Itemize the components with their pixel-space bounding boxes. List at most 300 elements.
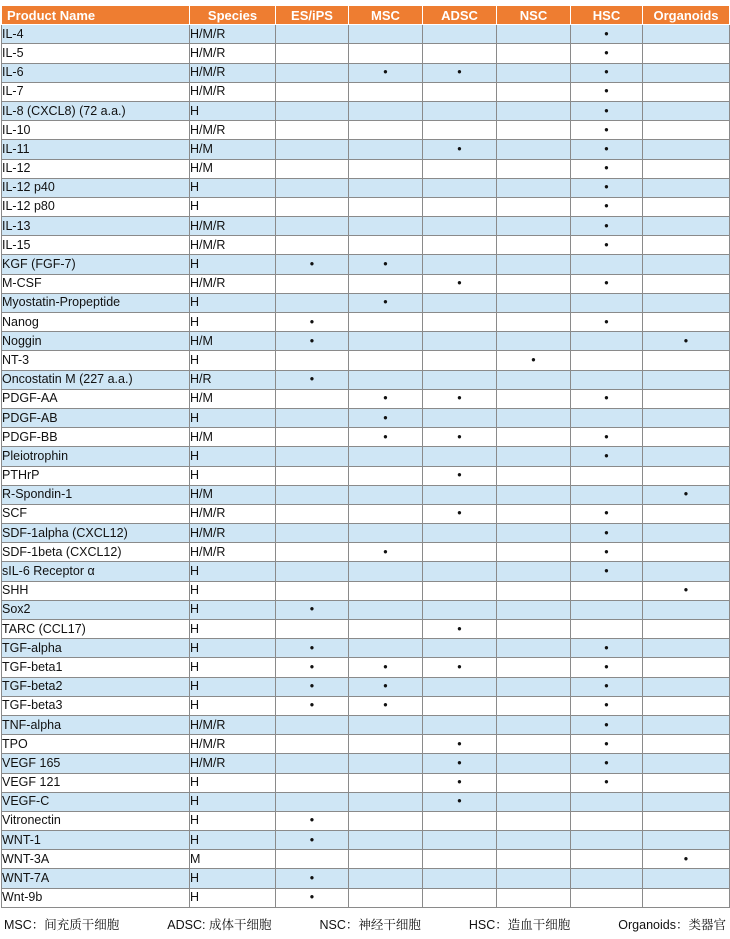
es-ips-cell [276, 236, 349, 255]
adsc-cell [423, 466, 497, 485]
organoids-cell [643, 754, 730, 773]
hsc-cell [571, 869, 643, 888]
msc-cell [349, 677, 423, 696]
adsc-cell [423, 217, 497, 236]
organoids-cell [643, 25, 730, 44]
bullet-icon: • [604, 237, 609, 252]
table-row [2, 428, 730, 447]
organoids-cell [643, 735, 730, 754]
bullet-icon: • [457, 736, 462, 751]
hsc-cell [571, 715, 643, 734]
bullet-icon: • [383, 544, 388, 559]
nsc-cell [497, 236, 571, 255]
nsc-cell [497, 504, 571, 523]
product-name-cell: TGF-beta2 [2, 677, 190, 696]
species-cell: H [190, 620, 276, 639]
product-name-cell: Vitronectin [2, 811, 190, 830]
organoids-cell [643, 293, 730, 312]
organoids-cell [643, 178, 730, 197]
product-name-cell: SCF [2, 504, 190, 523]
table-row [2, 543, 730, 562]
hsc-cell [571, 600, 643, 619]
bullet-icon: • [531, 352, 536, 367]
species-cell: H [190, 562, 276, 581]
nsc-cell [497, 620, 571, 639]
nsc-cell [497, 313, 571, 332]
organoids-cell [643, 600, 730, 619]
organoids-cell [643, 351, 730, 370]
organoids-cell [643, 121, 730, 140]
table-row [2, 850, 730, 869]
msc-cell [349, 428, 423, 447]
adsc-cell [423, 313, 497, 332]
hsc-cell [571, 25, 643, 44]
table-row [2, 620, 730, 639]
species-cell: H/M [190, 485, 276, 504]
product-name-cell: IL-12 [2, 159, 190, 178]
adsc-cell [423, 255, 497, 274]
adsc-cell [423, 25, 497, 44]
bullet-icon: • [457, 429, 462, 444]
species-cell: H/M/R [190, 754, 276, 773]
es-ips-cell [276, 811, 349, 830]
msc-cell [349, 25, 423, 44]
nsc-cell [497, 543, 571, 562]
species-cell: H [190, 888, 276, 907]
adsc-cell [423, 524, 497, 543]
product-name-cell: Wnt-9b [2, 888, 190, 907]
bullet-icon: • [604, 544, 609, 559]
adsc-cell [423, 600, 497, 619]
species-cell: H [190, 677, 276, 696]
hsc-cell [571, 888, 643, 907]
header-msc: MSC [349, 6, 423, 25]
species-cell: H [190, 293, 276, 312]
product-name-cell: WNT-3A [2, 850, 190, 869]
bullet-icon: • [383, 659, 388, 674]
species-cell: H/M/R [190, 217, 276, 236]
es-ips-cell [276, 869, 349, 888]
adsc-cell [423, 869, 497, 888]
organoids-cell [643, 658, 730, 677]
msc-cell [349, 562, 423, 581]
bullet-icon: • [604, 679, 609, 694]
bullet-icon: • [309, 372, 315, 387]
bullet-icon: • [309, 679, 315, 694]
bullet-icon: • [604, 448, 609, 463]
table-row [2, 831, 730, 850]
organoids-cell [643, 792, 730, 811]
hsc-cell [571, 389, 643, 408]
bullet-icon: • [457, 506, 462, 521]
table-row [2, 562, 730, 581]
adsc-cell [423, 447, 497, 466]
nsc-cell [497, 217, 571, 236]
hsc-cell [571, 696, 643, 715]
msc-cell [349, 850, 423, 869]
es-ips-cell [276, 159, 349, 178]
nsc-cell [497, 140, 571, 159]
adsc-cell [423, 639, 497, 658]
hsc-cell [571, 811, 643, 830]
bullet-icon: • [604, 141, 609, 156]
msc-cell [349, 197, 423, 216]
nsc-cell [497, 888, 571, 907]
es-ips-cell [276, 888, 349, 907]
species-cell: H [190, 600, 276, 619]
nsc-cell [497, 658, 571, 677]
table-row [2, 236, 730, 255]
msc-cell [349, 217, 423, 236]
bullet-icon: • [457, 659, 462, 674]
product-name-cell: WNT-7A [2, 869, 190, 888]
es-ips-cell [276, 504, 349, 523]
bullet-icon: • [309, 659, 315, 674]
es-ips-cell [276, 332, 349, 351]
organoids-cell [643, 140, 730, 159]
nsc-cell [497, 562, 571, 581]
bullet-icon: • [604, 276, 609, 291]
es-ips-cell [276, 370, 349, 389]
es-ips-cell [276, 658, 349, 677]
product-name-cell: IL-5 [2, 44, 190, 63]
header-row [2, 6, 730, 25]
table-row [2, 735, 730, 754]
msc-cell [349, 313, 423, 332]
nsc-cell [497, 831, 571, 850]
bullet-icon: • [457, 65, 462, 80]
msc-cell [349, 831, 423, 850]
bullet-icon: • [309, 832, 315, 847]
product-name-cell: IL-4 [2, 25, 190, 44]
species-cell: H/M/R [190, 25, 276, 44]
table-row [2, 888, 730, 907]
product-name-cell: Pleiotrophin [2, 447, 190, 466]
msc-cell [349, 351, 423, 370]
nsc-cell [497, 696, 571, 715]
table-row [2, 121, 730, 140]
hsc-cell [571, 236, 643, 255]
es-ips-cell [276, 543, 349, 562]
organoids-cell [643, 44, 730, 63]
hsc-cell [571, 639, 643, 658]
table-row [2, 715, 730, 734]
nsc-cell [497, 255, 571, 274]
species-cell: H [190, 773, 276, 792]
species-cell: H/M/R [190, 715, 276, 734]
adsc-cell [423, 293, 497, 312]
es-ips-cell [276, 524, 349, 543]
hsc-cell [571, 466, 643, 485]
msc-cell [349, 888, 423, 907]
species-cell: H [190, 811, 276, 830]
organoids-cell [643, 63, 730, 82]
organoids-cell [643, 811, 730, 830]
hsc-cell [571, 178, 643, 197]
hsc-cell [571, 293, 643, 312]
species-cell: H/M/R [190, 63, 276, 82]
species-cell: H/M/R [190, 274, 276, 293]
table-row [2, 869, 730, 888]
product-name-cell: TPO [2, 735, 190, 754]
table-row [2, 140, 730, 159]
species-cell: H/M/R [190, 735, 276, 754]
bullet-icon: • [309, 890, 315, 905]
es-ips-cell [276, 44, 349, 63]
adsc-cell [423, 197, 497, 216]
hsc-cell [571, 504, 643, 523]
adsc-cell [423, 389, 497, 408]
msc-cell [349, 658, 423, 677]
es-ips-cell [276, 293, 349, 312]
bullet-icon: • [604, 506, 609, 521]
msc-cell [349, 696, 423, 715]
organoids-cell [643, 677, 730, 696]
table-row [2, 773, 730, 792]
adsc-cell [423, 236, 497, 255]
msc-cell [349, 121, 423, 140]
product-name-cell: TNF-alpha [2, 715, 190, 734]
msc-cell [349, 735, 423, 754]
product-name-cell: IL-13 [2, 217, 190, 236]
adsc-cell [423, 543, 497, 562]
organoids-cell [643, 620, 730, 639]
bullet-icon: • [309, 257, 315, 272]
organoids-cell [643, 543, 730, 562]
species-cell: H/M [190, 428, 276, 447]
species-cell: H/M/R [190, 82, 276, 101]
msc-cell [349, 293, 423, 312]
es-ips-cell [276, 351, 349, 370]
es-ips-cell [276, 620, 349, 639]
table-row [2, 696, 730, 715]
product-name-cell: Oncostatin M (227 a.a.) [2, 370, 190, 389]
product-name-cell: IL-15 [2, 236, 190, 255]
msc-cell [349, 408, 423, 427]
hsc-cell [571, 351, 643, 370]
hsc-cell [571, 313, 643, 332]
adsc-cell [423, 63, 497, 82]
hsc-cell [571, 101, 643, 120]
msc-cell [349, 485, 423, 504]
bullet-icon: • [457, 141, 462, 156]
species-cell: H/M [190, 140, 276, 159]
bullet-icon: • [604, 564, 609, 579]
bullet-icon: • [604, 755, 609, 770]
hsc-cell [571, 274, 643, 293]
product-name-cell: KGF (FGF-7) [2, 255, 190, 274]
adsc-cell [423, 677, 497, 696]
bullet-icon: • [309, 698, 315, 713]
hsc-cell [571, 44, 643, 63]
es-ips-cell [276, 313, 349, 332]
msc-cell [349, 159, 423, 178]
species-cell: H/M [190, 389, 276, 408]
table-row [2, 82, 730, 101]
species-cell: H [190, 178, 276, 197]
table-row [2, 466, 730, 485]
nsc-cell [497, 178, 571, 197]
product-name-cell: TARC (CCL17) [2, 620, 190, 639]
species-cell: H/M/R [190, 524, 276, 543]
organoids-cell [643, 217, 730, 236]
organoids-cell [643, 101, 730, 120]
hsc-cell [571, 121, 643, 140]
es-ips-cell [276, 639, 349, 658]
msc-cell [349, 101, 423, 120]
bullet-icon: • [604, 429, 609, 444]
species-cell: H [190, 351, 276, 370]
legend [4, 914, 726, 934]
organoids-cell [643, 274, 730, 293]
nsc-cell [497, 274, 571, 293]
organoids-cell [643, 581, 730, 600]
species-cell: H [190, 792, 276, 811]
species-cell: M [190, 850, 276, 869]
hsc-cell [571, 332, 643, 351]
nsc-cell [497, 581, 571, 600]
adsc-cell [423, 351, 497, 370]
organoids-cell [643, 389, 730, 408]
msc-cell [349, 543, 423, 562]
msc-cell [349, 274, 423, 293]
msc-cell [349, 504, 423, 523]
table-row [2, 504, 730, 523]
adsc-cell [423, 140, 497, 159]
table-row [2, 255, 730, 274]
msc-cell [349, 370, 423, 389]
bullet-icon: • [457, 391, 462, 406]
nsc-cell [497, 25, 571, 44]
es-ips-cell [276, 735, 349, 754]
hsc-cell [571, 792, 643, 811]
table-row [2, 485, 730, 504]
es-ips-cell [276, 581, 349, 600]
adsc-cell [423, 408, 497, 427]
organoids-cell [643, 562, 730, 581]
organoids-cell [643, 696, 730, 715]
adsc-cell [423, 773, 497, 792]
msc-cell [349, 447, 423, 466]
es-ips-cell [276, 121, 349, 140]
product-name-cell: IL-10 [2, 121, 190, 140]
product-name-cell: SDF-1beta (CXCL12) [2, 543, 190, 562]
nsc-cell [497, 792, 571, 811]
header-product-name: Product Name [2, 6, 190, 25]
table-row [2, 600, 730, 619]
adsc-cell [423, 178, 497, 197]
nsc-cell [497, 850, 571, 869]
bullet-icon: • [604, 775, 609, 790]
adsc-cell [423, 811, 497, 830]
organoids-cell [643, 831, 730, 850]
product-name-cell: TGF-alpha [2, 639, 190, 658]
nsc-cell [497, 389, 571, 408]
species-cell: H [190, 639, 276, 658]
bullet-icon: • [457, 794, 462, 809]
bullet-icon: • [383, 257, 388, 272]
es-ips-cell [276, 600, 349, 619]
es-ips-cell [276, 677, 349, 696]
adsc-cell [423, 121, 497, 140]
species-cell: H [190, 408, 276, 427]
msc-cell [349, 639, 423, 658]
nsc-cell [497, 332, 571, 351]
species-cell: H [190, 197, 276, 216]
msc-cell [349, 82, 423, 101]
legend-nsc: NSC：神经干细胞 [319, 918, 421, 932]
bullet-icon: • [383, 410, 388, 425]
species-cell: H/R [190, 370, 276, 389]
bullet-icon: • [604, 180, 609, 195]
bullet-icon: • [309, 871, 315, 886]
adsc-cell [423, 888, 497, 907]
species-cell: H/M/R [190, 236, 276, 255]
msc-cell [349, 600, 423, 619]
bullet-icon: • [383, 65, 388, 80]
bullet-icon: • [604, 84, 609, 99]
msc-cell [349, 332, 423, 351]
legend-msc: MSC：间充质干细胞 [4, 918, 120, 932]
product-name-cell: Noggin [2, 332, 190, 351]
bullet-icon: • [383, 679, 388, 694]
es-ips-cell [276, 140, 349, 159]
msc-cell [349, 389, 423, 408]
nsc-cell [497, 869, 571, 888]
product-name-cell: IL-12 p80 [2, 197, 190, 216]
organoids-cell [643, 332, 730, 351]
species-cell: H [190, 466, 276, 485]
organoids-cell [643, 888, 730, 907]
hsc-cell [571, 82, 643, 101]
organoids-cell [643, 485, 730, 504]
organoids-cell [643, 504, 730, 523]
table-row [2, 63, 730, 82]
product-name-cell: IL-11 [2, 140, 190, 159]
nsc-cell [497, 428, 571, 447]
es-ips-cell [276, 754, 349, 773]
product-name-cell: PDGF-AA [2, 389, 190, 408]
product-name-cell: VEGF 165 [2, 754, 190, 773]
bullet-icon: • [604, 736, 609, 751]
hsc-cell [571, 197, 643, 216]
nsc-cell [497, 197, 571, 216]
nsc-cell [497, 485, 571, 504]
adsc-cell [423, 159, 497, 178]
header-es-ips: ES/iPS [276, 6, 349, 25]
hsc-cell [571, 754, 643, 773]
es-ips-cell [276, 466, 349, 485]
adsc-cell [423, 715, 497, 734]
hsc-cell [571, 408, 643, 427]
bullet-icon: • [309, 333, 315, 348]
adsc-cell [423, 620, 497, 639]
table-row [2, 217, 730, 236]
es-ips-cell [276, 82, 349, 101]
adsc-cell [423, 754, 497, 773]
table-row [2, 524, 730, 543]
adsc-cell [423, 562, 497, 581]
bullet-icon: • [604, 45, 609, 60]
bullet-icon: • [604, 161, 609, 176]
organoids-cell [643, 159, 730, 178]
bullet-icon: • [683, 851, 689, 866]
nsc-cell [497, 811, 571, 830]
es-ips-cell [276, 101, 349, 120]
species-cell: H [190, 101, 276, 120]
header-organoids: Organoids [643, 6, 730, 25]
table-row [2, 178, 730, 197]
